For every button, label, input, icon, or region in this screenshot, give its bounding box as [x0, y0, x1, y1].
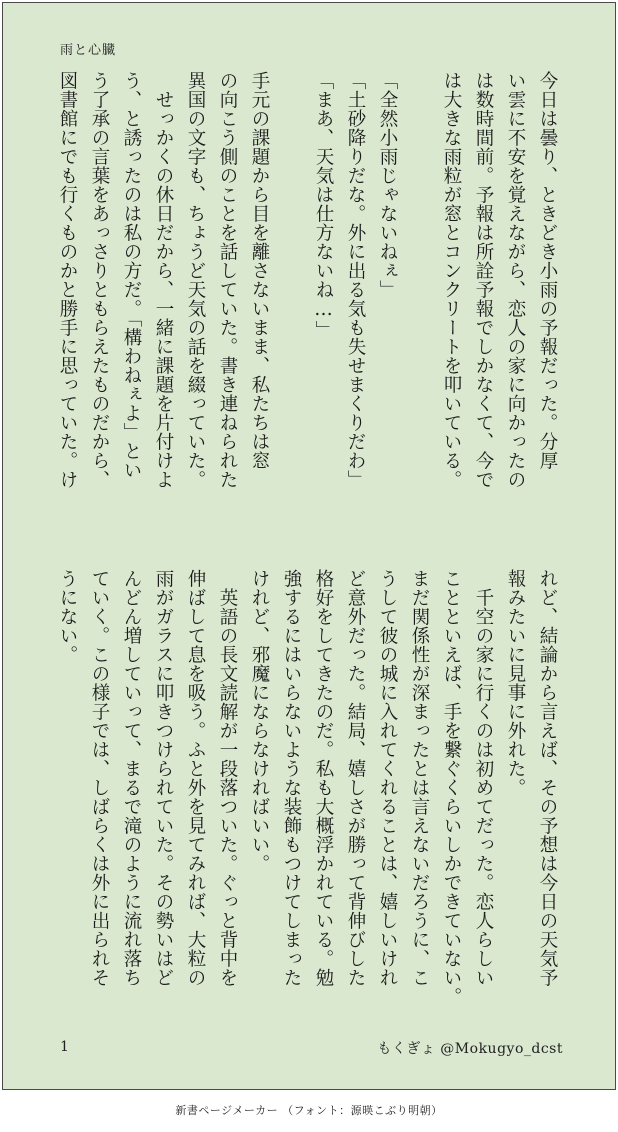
text-line: 報みたいに見事に外れた。 [505, 569, 526, 797]
page-title: 雨と心臓 [60, 43, 117, 58]
page-number: 1 [60, 1039, 69, 1055]
text-line: の向こう側のことを話していた。書き連ねられた [217, 71, 238, 489]
text-line: 「土砂降りだな。外に出る気も失せまくりだわ」 [345, 71, 366, 489]
blank-line [403, 71, 435, 533]
text-line: う了承の言葉をあっさりともらえたものだから、 [89, 71, 110, 489]
text-line: 異国の文字も、ちょうど天気の話を綴っていた。 [185, 71, 206, 489]
text-line: れど、結論から言えば、その予想は今日の天気予 [537, 569, 558, 987]
text-line: 伸ばして息を吸う。ふと外を見てみれば、大粒の [185, 569, 206, 987]
text-line: う、と誘ったのは私の方だ。「構わねぇよ」とい [121, 71, 142, 480]
blank-line [275, 71, 307, 533]
generator-credit: 新書ページメーカー （フォント：源暎こぶり明朝） [175, 1104, 443, 1117]
text-line: 強するにはいらないような装飾もつけてしまった [281, 569, 302, 987]
text-line: い雲に不安を覚えながら、恋人の家に向かったの [505, 71, 526, 489]
author-credit: もくぎょ @Mokugyo_dcst [377, 1041, 563, 1057]
text-line: 「まあ、天気は仕方ないね…」 [313, 71, 334, 340]
text-line: ど意外だった。結局、嬉しさが勝って背伸びした [345, 569, 366, 987]
text-line: は数時間前。予報は所詮予報でしかなくて、今で [473, 71, 494, 489]
text-line: は大きな雨粒が窓とコンクリートを叩いている。 [441, 71, 462, 489]
text-line: せっかくの休日だから、一緒に課題を片付けよ [153, 71, 174, 489]
text-line: 英語の長文読解が一段落ついた。ぐっと背中を [217, 569, 238, 987]
book-page [2, 2, 616, 1090]
text-line: ことといえば、手を繋ぐくらいしかできていない。 [441, 569, 462, 1006]
text-line: 今日は曇り、ときどき小雨の予報だった。分厚 [537, 71, 558, 470]
text-line: 雨がガラスに叩きつけられていた。その勢いはど [153, 569, 174, 987]
text-line: けれど、邪魔にならなければいい。 [249, 569, 270, 873]
text-line: 図書館にでも行くものかと勝手に思っていた。け [57, 71, 78, 489]
text-line: 格好をしてきたのだ。私も大概浮かれている。勉 [313, 569, 334, 987]
text-line: 千空の家に行くのは初めてだった。恋人らしい [473, 569, 494, 987]
text-block-bottom [55, 569, 563, 1031]
text-line: ていく。この様子では、しばらくは外に出られそ [89, 569, 110, 987]
text-line: んどん増していって、まるで滝のように流れ落ち [121, 569, 142, 987]
text-line: うにない。 [57, 569, 78, 664]
text-line: 「全然小雨じゃないねぇ」 [377, 71, 398, 299]
text-line: 手元の課題から目を離さないまま、私たちは窓 [249, 71, 270, 470]
text-line: うして彼の城に入れてくれることは、嬉しいけれ [377, 569, 398, 987]
text-block-top [55, 71, 563, 533]
text-line: まだ関係性が深まったとは言えないだろうに、こ [409, 569, 430, 987]
